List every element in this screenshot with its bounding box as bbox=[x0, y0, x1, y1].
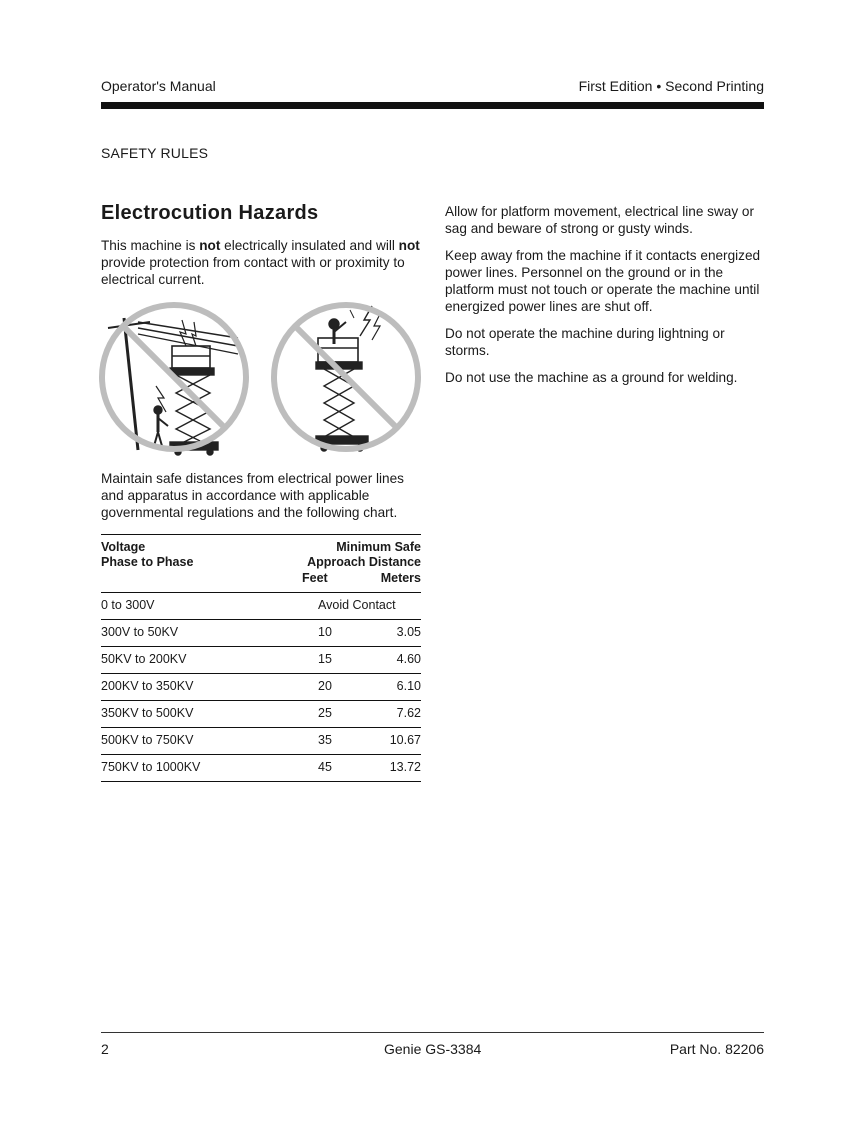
cell-meters: 10.67 bbox=[389, 733, 421, 747]
header-manual-title: Operator's Manual bbox=[101, 78, 216, 94]
cell-feet: 35 bbox=[318, 733, 332, 747]
intro-paragraph: This machine is not electrically insulated and will not provide protection from contact with or proximity to electrical current. bbox=[101, 238, 420, 287]
cell-feet: 45 bbox=[318, 760, 332, 774]
rule-lightning: Do not operate the machine during lightning or storms. bbox=[445, 326, 725, 358]
table-header bbox=[101, 535, 421, 593]
table-row bbox=[101, 647, 421, 674]
page-title: Electrocution Hazards bbox=[101, 202, 319, 224]
section-label: SAFETY RULES bbox=[101, 145, 209, 161]
header-min-distance: Minimum Safe Approach Distance bbox=[307, 540, 421, 569]
cell-feet: 15 bbox=[318, 652, 332, 666]
table-row bbox=[101, 593, 421, 620]
cell-meters: 4.60 bbox=[396, 652, 421, 666]
header-feet: Feet bbox=[302, 571, 328, 585]
cell-voltage: 500KV to 750KV bbox=[101, 733, 194, 747]
cell-feet: 10 bbox=[318, 625, 332, 639]
safe-distance-paragraph: Maintain safe distances from electrical power lines and apparatus in accordance with applicable governmental regulations and the following chart. bbox=[101, 471, 404, 520]
right-column bbox=[445, 203, 767, 396]
table-row bbox=[101, 755, 421, 782]
cell-voltage: 50KV to 200KV bbox=[101, 652, 187, 666]
header-edition: First Edition • Second Printing bbox=[578, 78, 764, 94]
rule-keep-away: Keep away from the machine if it contacts energized power lines. Personnel on the ground or in the platform must not touch or operate the machine until energized power lines are shut off. bbox=[445, 248, 761, 314]
approach-distance-table bbox=[101, 534, 421, 782]
rule-platform-movement: Allow for platform movement, electrical line sway or sag and beware of strong or gusty winds. bbox=[445, 204, 754, 236]
table-row bbox=[101, 701, 421, 728]
header-rule bbox=[101, 102, 764, 109]
footer-rule bbox=[101, 1032, 764, 1033]
table-row bbox=[101, 674, 421, 701]
page-number: 2 bbox=[101, 1041, 109, 1057]
cell-voltage: 300V to 50KV bbox=[101, 625, 179, 639]
footer-model: Genie GS-3384 bbox=[384, 1041, 482, 1057]
cell-meters: 7.62 bbox=[396, 706, 421, 720]
rule-welding: Do not use the machine as a ground for welding. bbox=[445, 370, 738, 385]
cell-meters: 6.10 bbox=[396, 679, 421, 693]
cell-meters: 13.72 bbox=[389, 760, 421, 774]
footer-part-number: Part No. 82206 bbox=[669, 1041, 764, 1057]
cell-meters: 3.05 bbox=[396, 625, 421, 639]
header-meters: Meters bbox=[380, 571, 421, 585]
cell-voltage: 350KV to 500KV bbox=[101, 706, 194, 720]
header-voltage: Voltage Phase to Phase bbox=[101, 540, 194, 569]
table-row bbox=[101, 620, 421, 647]
cell-feet: 25 bbox=[318, 706, 332, 720]
cell-voltage: 750KV to 1000KV bbox=[101, 760, 201, 774]
cell-feet: 20 bbox=[318, 679, 332, 693]
cell-avoid-contact: Avoid Contact bbox=[318, 598, 396, 612]
table-row bbox=[101, 728, 421, 755]
cell-voltage: 0 to 300V bbox=[101, 598, 155, 612]
hazard-illustrations bbox=[98, 300, 424, 460]
cell-voltage: 200KV to 350KV bbox=[101, 679, 194, 693]
